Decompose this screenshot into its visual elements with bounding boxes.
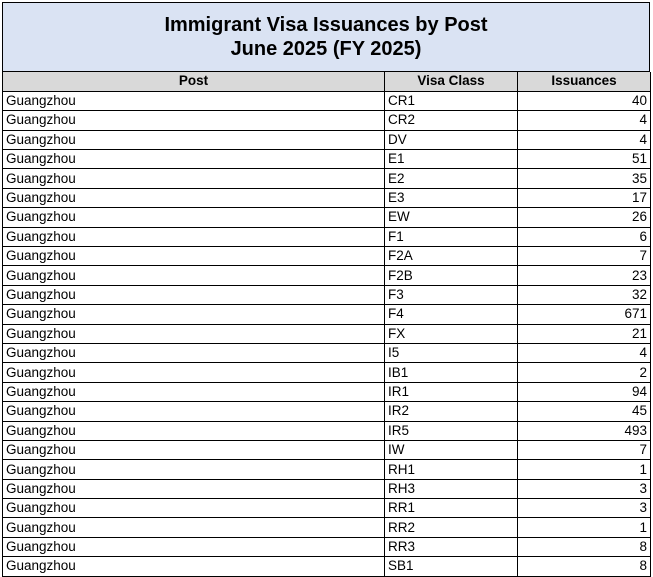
table-row — [3, 188, 651, 207]
cell-post: Guangzhou — [3, 382, 385, 401]
cell-issuances: 4 — [518, 343, 651, 362]
cell-post: Guangzhou — [3, 305, 385, 324]
table-row — [3, 557, 651, 576]
cell-visa-class: RR2 — [385, 518, 518, 537]
table-row — [3, 285, 651, 304]
table-row — [3, 537, 651, 556]
table-row — [3, 324, 651, 343]
cell-post: Guangzhou — [3, 537, 385, 556]
cell-post: Guangzhou — [3, 247, 385, 266]
cell-post: Guangzhou — [3, 518, 385, 537]
cell-post: Guangzhou — [3, 208, 385, 227]
cell-issuances: 671 — [518, 305, 651, 324]
cell-issuances: 23 — [518, 266, 651, 285]
cell-post: Guangzhou — [3, 421, 385, 440]
cell-post: Guangzhou — [3, 150, 385, 169]
table-row — [3, 130, 651, 149]
cell-post: Guangzhou — [3, 363, 385, 382]
table-row — [3, 479, 651, 498]
cell-visa-class: DV — [385, 130, 518, 149]
cell-visa-class: IR1 — [385, 382, 518, 401]
cell-post: Guangzhou — [3, 440, 385, 459]
table-row — [3, 440, 651, 459]
table-row — [3, 382, 651, 401]
cell-visa-class: SB1 — [385, 557, 518, 576]
table-row — [3, 499, 651, 518]
table-row — [3, 247, 651, 266]
cell-issuances: 1 — [518, 460, 651, 479]
cell-visa-class: RR3 — [385, 537, 518, 556]
cell-visa-class: CR1 — [385, 91, 518, 110]
cell-issuances: 3 — [518, 479, 651, 498]
cell-post: Guangzhou — [3, 557, 385, 576]
cell-visa-class: I5 — [385, 343, 518, 362]
table-row — [3, 150, 651, 169]
cell-issuances: 1 — [518, 518, 651, 537]
cell-post: Guangzhou — [3, 285, 385, 304]
cell-visa-class: IW — [385, 440, 518, 459]
cell-issuances: 51 — [518, 150, 651, 169]
cell-issuances: 26 — [518, 208, 651, 227]
cell-visa-class: RH3 — [385, 479, 518, 498]
report-title: Immigrant Visa Issuances by Post — [164, 14, 488, 36]
cell-visa-class: F2B — [385, 266, 518, 285]
cell-visa-class: F2A — [385, 247, 518, 266]
cell-visa-class: E2 — [385, 169, 518, 188]
cell-post: Guangzhou — [3, 479, 385, 498]
issuances-table — [2, 72, 651, 577]
cell-visa-class: RR1 — [385, 499, 518, 518]
cell-visa-class: E1 — [385, 150, 518, 169]
cell-visa-class: F1 — [385, 227, 518, 246]
cell-post: Guangzhou — [3, 499, 385, 518]
cell-post: Guangzhou — [3, 169, 385, 188]
cell-issuances: 17 — [518, 188, 651, 207]
cell-issuances: 35 — [518, 169, 651, 188]
cell-visa-class: F4 — [385, 305, 518, 324]
table-row — [3, 460, 651, 479]
cell-post: Guangzhou — [3, 91, 385, 110]
cell-issuances: 8 — [518, 537, 651, 556]
cell-post: Guangzhou — [3, 343, 385, 362]
cell-issuances: 94 — [518, 382, 651, 401]
cell-issuances: 45 — [518, 402, 651, 421]
cell-visa-class: F3 — [385, 285, 518, 304]
cell-visa-class: EW — [385, 208, 518, 227]
cell-issuances: 4 — [518, 111, 651, 130]
cell-issuances: 2 — [518, 363, 651, 382]
table-row — [3, 227, 651, 246]
cell-issuances: 6 — [518, 227, 651, 246]
table-body — [3, 91, 651, 576]
table-row — [3, 266, 651, 285]
table-row — [3, 402, 651, 421]
table-row — [3, 91, 651, 110]
cell-visa-class: FX — [385, 324, 518, 343]
header-row — [3, 72, 651, 91]
column-header-post: Post — [3, 72, 385, 91]
report-sheet — [2, 2, 650, 577]
table-row — [3, 363, 651, 382]
cell-issuances: 8 — [518, 557, 651, 576]
cell-post: Guangzhou — [3, 460, 385, 479]
cell-visa-class: IR2 — [385, 402, 518, 421]
table-row — [3, 111, 651, 130]
report-period: June 2025 (FY 2025) — [230, 38, 422, 60]
table-row — [3, 208, 651, 227]
cell-issuances: 32 — [518, 285, 651, 304]
cell-visa-class: RH1 — [385, 460, 518, 479]
cell-visa-class: IB1 — [385, 363, 518, 382]
cell-post: Guangzhou — [3, 266, 385, 285]
cell-post: Guangzhou — [3, 111, 385, 130]
cell-post: Guangzhou — [3, 402, 385, 421]
cell-post: Guangzhou — [3, 188, 385, 207]
cell-issuances: 3 — [518, 499, 651, 518]
cell-visa-class: CR2 — [385, 111, 518, 130]
table-row — [3, 305, 651, 324]
table-header — [3, 72, 651, 91]
cell-issuances: 21 — [518, 324, 651, 343]
cell-post: Guangzhou — [3, 227, 385, 246]
column-header-visa-class: Visa Class — [385, 72, 518, 91]
cell-issuances: 7 — [518, 440, 651, 459]
cell-post: Guangzhou — [3, 130, 385, 149]
cell-visa-class: IR5 — [385, 421, 518, 440]
cell-issuances: 4 — [518, 130, 651, 149]
table-row — [3, 343, 651, 362]
cell-issuances: 40 — [518, 91, 651, 110]
cell-post: Guangzhou — [3, 324, 385, 343]
cell-issuances: 7 — [518, 247, 651, 266]
cell-issuances: 493 — [518, 421, 651, 440]
report-title-box — [2, 2, 650, 72]
table-row — [3, 421, 651, 440]
table-row — [3, 169, 651, 188]
column-header-issuances: Issuances — [518, 72, 651, 91]
table-row — [3, 518, 651, 537]
cell-visa-class: E3 — [385, 188, 518, 207]
